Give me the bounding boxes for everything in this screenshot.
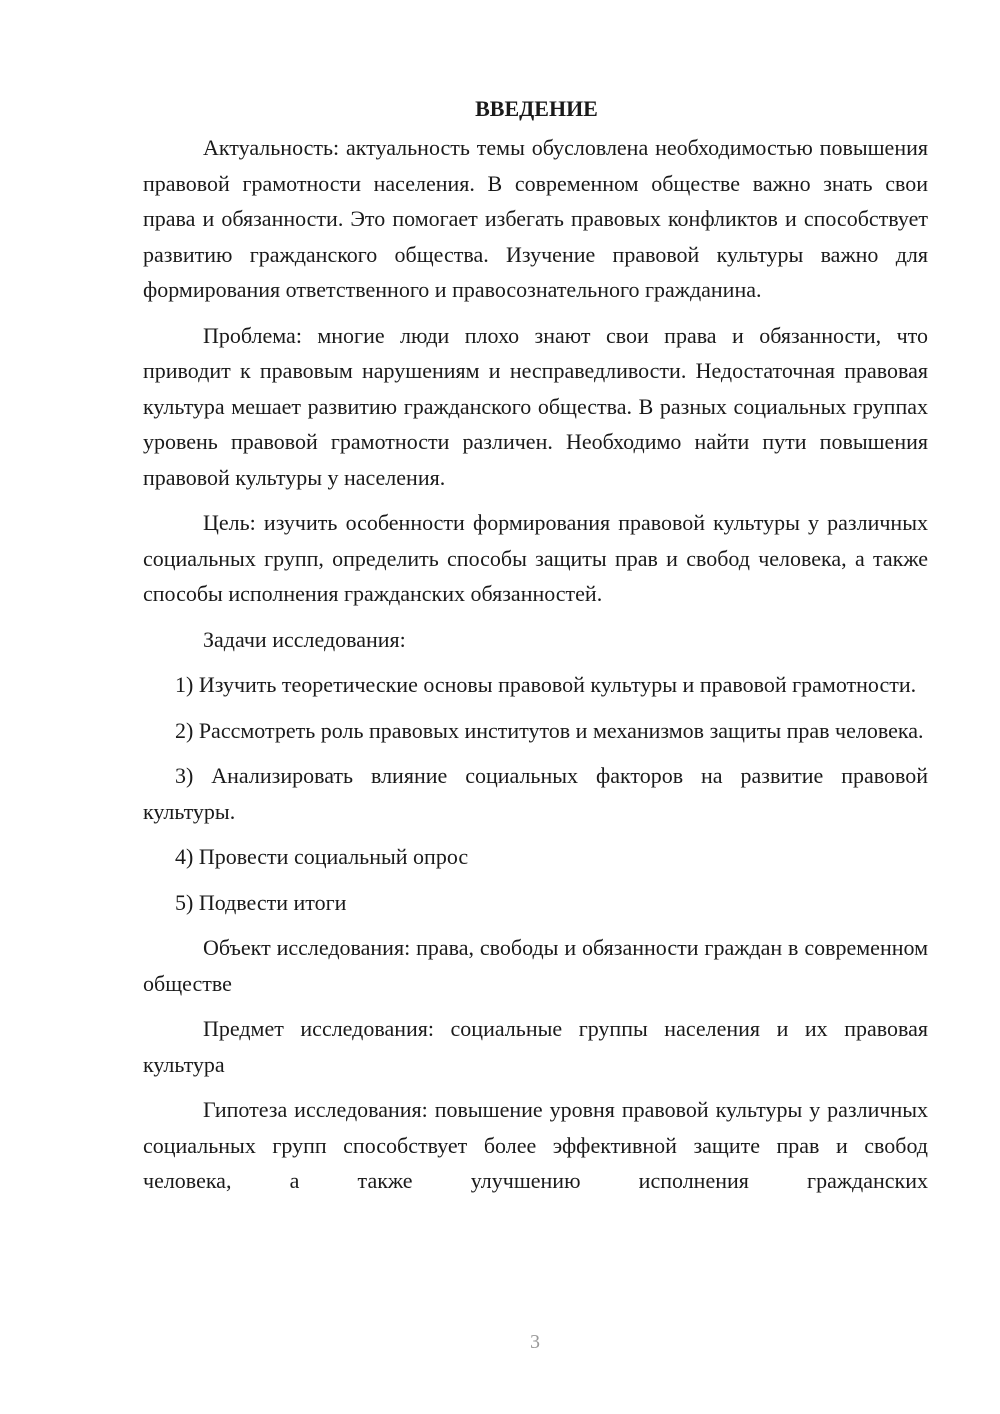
task-item: 1) Изучить теоретические основы правовой культуры и правовой грамотности. <box>175 672 917 697</box>
section-title: ВВЕДЕНИЕ <box>475 96 598 121</box>
subject-paragraph: Предмет исследования: социальные группы населения и их правовая культура <box>143 1016 928 1077</box>
tasks-label: Задачи исследования: <box>203 626 406 652</box>
page-number: 3 <box>530 1331 540 1353</box>
relevance-paragraph: Актуальность: актуальность темы обусловлена необходимостью повышения правовой грамотности населения. В современном обществе важно знать свои права и обязанности. Это помогает избегать правовых конфликтов и способствует развитию гражданского общества. Изучение правовой культуры важно для формирования ответственного и правосознательного гражданина. <box>143 135 928 302</box>
task-item: 2) Рассмотреть роль правовых институтов и механизмов защиты прав человека. <box>175 717 924 743</box>
task-item: 3) Анализировать влияние социальных факторов на развитие правовой культуры. <box>143 763 928 824</box>
hypothesis-paragraph: Гипотеза исследования: повышение уровня правовой культуры у различных социальных групп способствует более эффективной защите прав и свобод человека, а также улучшению исполнения гражданских <box>143 1097 928 1193</box>
page-body <box>143 94 928 1209</box>
object-paragraph: Объект исследования: права, свободы и обязанности граждан в современном обществе <box>143 935 928 996</box>
task-item: 5) Подвести итоги <box>175 889 347 915</box>
problem-paragraph: Проблема: многие люди плохо знают свои права и обязанности, что приводит к правовым нарушениям и несправедливости. Недостаточная правовая культура мешает развитию гражданского общества. В разных социальных группах уровень правовой грамотности различен. Необходимо найти пути повышения правовой культуры у населения. <box>143 322 928 490</box>
tasks-list <box>143 667 928 920</box>
task-item: 4) Провести социальный опрос <box>175 844 469 869</box>
goal-paragraph: Цель: изучить особенности формирования правовой культуры у различных социальных групп, определить способы защиты прав и свобод человека, а также способы исполнения гражданских обязанностей. <box>143 510 928 606</box>
